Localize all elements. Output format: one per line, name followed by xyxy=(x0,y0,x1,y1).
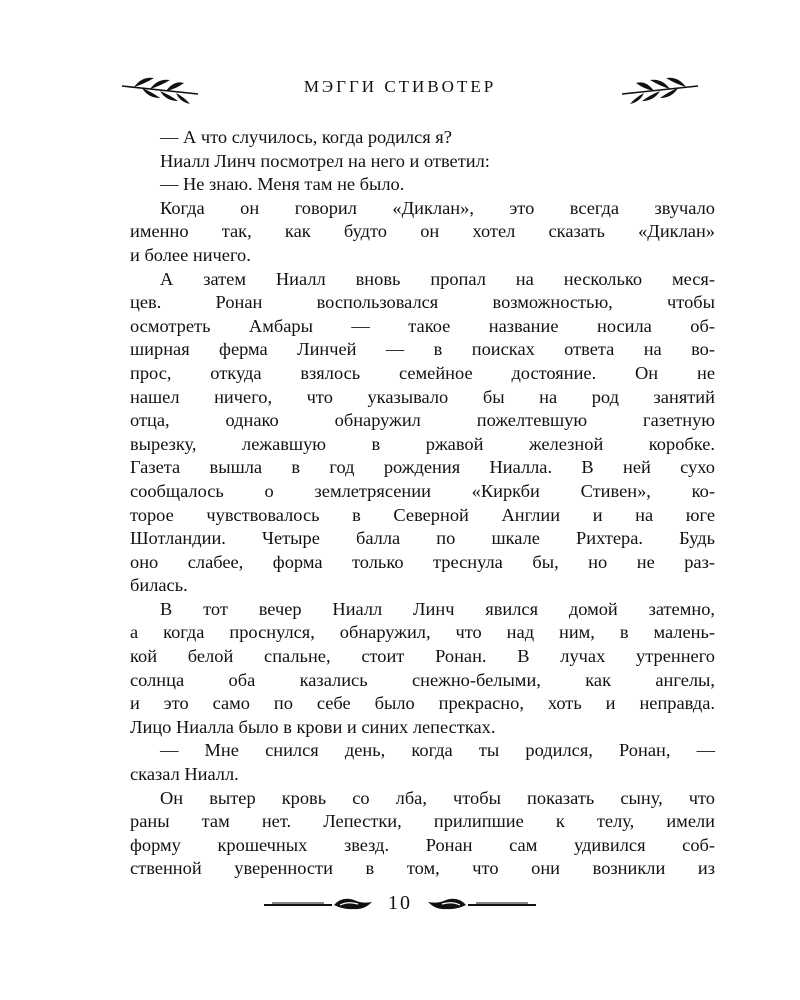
text-line: а когда проснулся, обнаружил, что над ним, в малень- xyxy=(130,622,715,643)
text-line: и это само по себе было прекрасно, хоть и неправда. xyxy=(130,693,715,714)
text-line: прос, откуда взялось семейное достояние. Он не xyxy=(130,362,715,383)
text-line: Он вытер кровь со лба, чтобы показать сыну, что xyxy=(160,787,715,808)
page-footer xyxy=(0,890,800,920)
text-line: — Не знаю. Меня там не было. xyxy=(160,174,405,195)
text-line: Лицо Ниалла было в крови и синих лепестках. xyxy=(130,716,496,737)
text-line: именно так, как будто он хотел сказать «Диклан» xyxy=(130,221,715,242)
text-line: Ниалл Линч посмотрел на него и ответил: xyxy=(160,150,490,171)
text-line: сообщалось о землетрясении «Киркби Стивен», ко- xyxy=(130,480,715,501)
text-line: Когда он говорил «Диклан», это всегда звучало xyxy=(160,197,715,218)
text-line: торое чувствовалось в Северной Англии и на юге xyxy=(130,504,715,525)
text-line: и более ничего. xyxy=(130,244,251,265)
text-line: раны там нет. Лепестки, прилипшие к телу, имели xyxy=(130,811,715,832)
text-line: осмотреть Амбары — такое название носила об- xyxy=(130,315,715,336)
leaf-ornament-icon xyxy=(620,64,700,114)
text-line: ширная ферма Линчей — в поисках ответа на во- xyxy=(130,339,715,360)
text-line: А затем Ниалл вновь пропал на несколько меся- xyxy=(160,268,715,289)
text-line: вырезку, лежавшую в ржавой железной коробке. xyxy=(130,433,715,454)
text-line: цев. Ронан воспользовался возможностью, чтобы xyxy=(130,292,715,313)
page-number: 10 xyxy=(388,892,412,914)
text-line: билась. xyxy=(130,575,188,596)
flourish-ornament-icon xyxy=(420,890,538,920)
text-line: форму крошечных звезд. Ронан сам удивился соб- xyxy=(130,834,715,855)
text-line: — Мне снился день, когда ты родился, Ронан, — xyxy=(160,740,715,761)
running-header xyxy=(0,64,800,114)
text-line: сказал Ниалл. xyxy=(130,764,239,785)
text-line: кой белой спальне, стоит Ронан. В лучах утреннего xyxy=(130,646,715,667)
text-line: — А что случилось, когда родился я? xyxy=(160,127,452,147)
text-line: оно слабее, форма только треснула бы, но не раз- xyxy=(130,551,715,572)
text-line: Газета вышла в год рождения Ниалла. В ней сухо xyxy=(130,457,715,478)
text-line: В тот вечер Ниалл Линч явился домой затемно, xyxy=(160,598,715,619)
text-line: отца, однако обнаружил пожелтевшую газетную xyxy=(130,410,715,431)
text-line: Шотландии. Четыре балла по шкале Рихтера. Будь xyxy=(130,528,715,549)
text-line: солнца оба казались снежно-белыми, как ангелы, xyxy=(130,669,715,690)
author-name: МЭГГИ СТИВОТЕР xyxy=(303,77,497,96)
text-line: нашел ничего, что указывало бы на род занятий xyxy=(130,386,715,407)
body-text xyxy=(130,126,715,881)
text-line: ственной уверенности в том, что они возникли из xyxy=(130,858,715,879)
